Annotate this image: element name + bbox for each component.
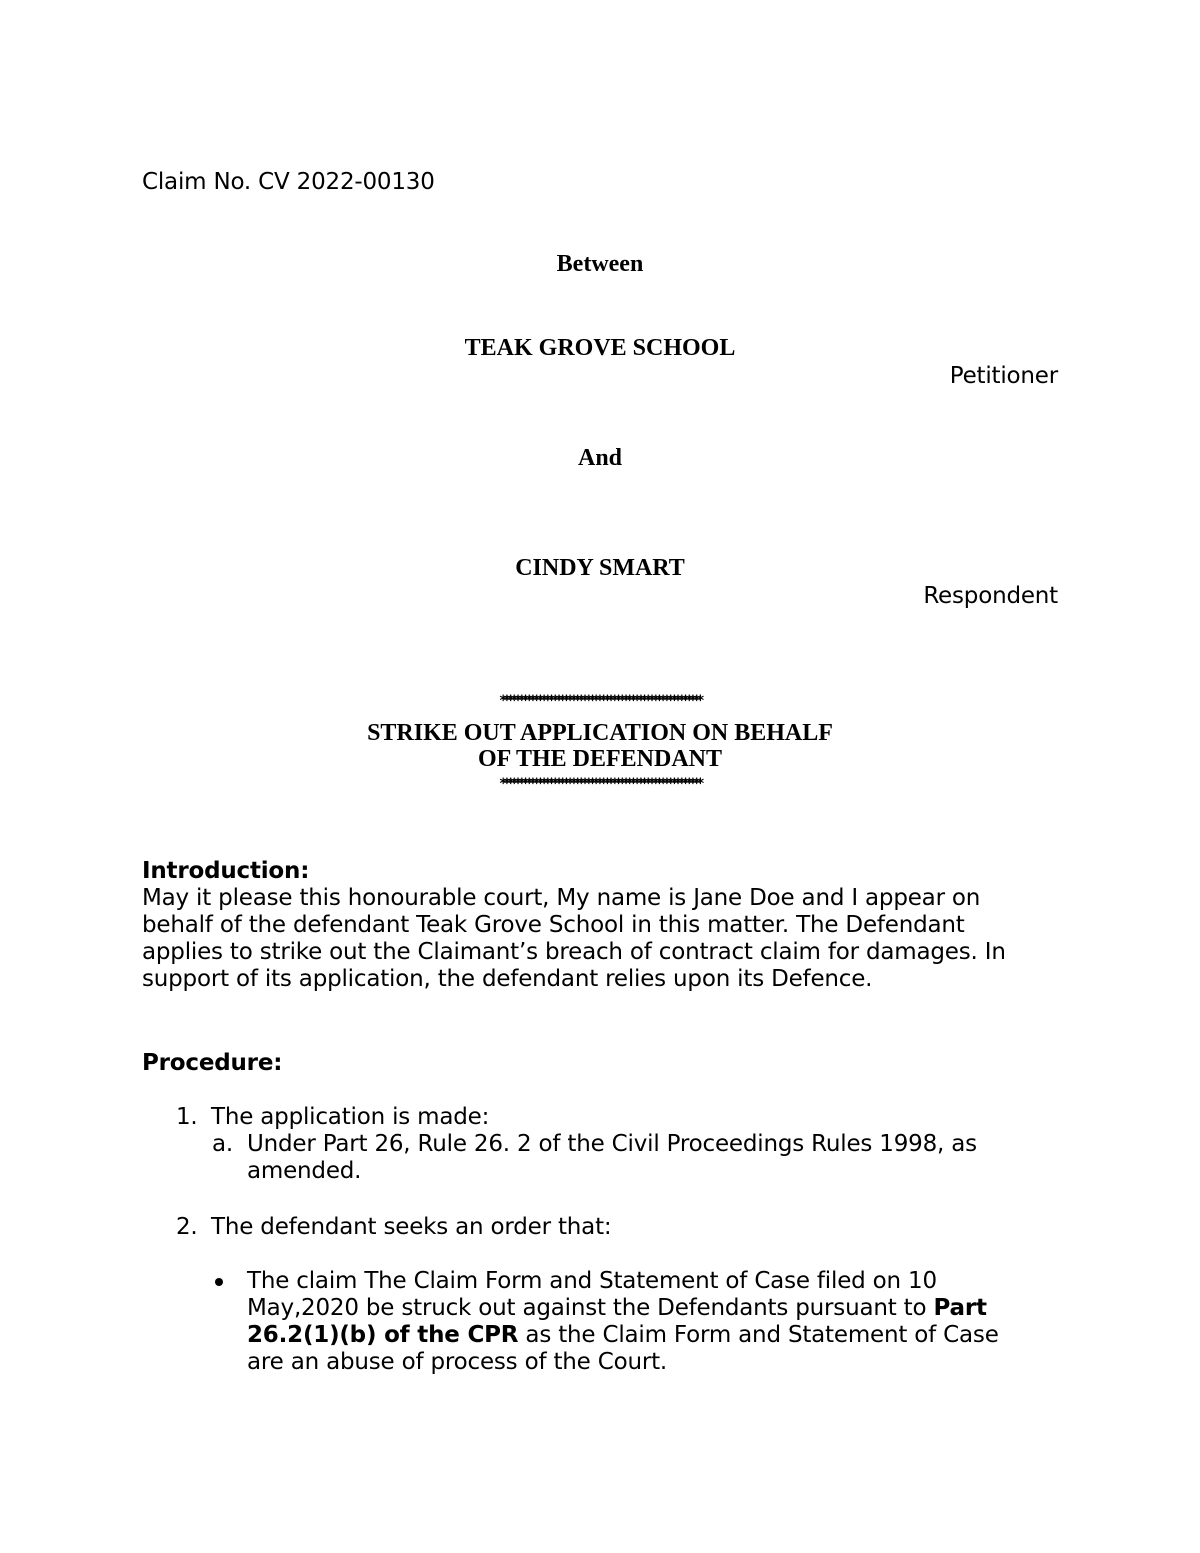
bullet-line-2-text: May,2020 be struck out against the Defendants pursuant to [247, 1295, 934, 1321]
list-item-1: The application is made: [211, 1104, 490, 1130]
divider-bottom: ****************************************************** [499, 777, 701, 791]
list-item-2: The defendant seeks an order that: [211, 1214, 612, 1240]
list-number-1: 1. [176, 1104, 198, 1130]
bullet-line-1: The claim The Claim Form and Statement of Case filed on 10 [247, 1268, 937, 1294]
list-number-2: 2. [176, 1214, 198, 1240]
and-label: And [577, 445, 623, 471]
bullet-line-3-bold: 26.2(1)(b) of the CPR [247, 1322, 519, 1348]
sub-item-a-line-1: Under Part 26, Rule 26. 2 of the Civil Proceedings Rules 1998, as [247, 1131, 977, 1157]
bullet-line-2-bold: Part [933, 1295, 987, 1321]
procedure-heading: Procedure: [142, 1050, 283, 1076]
sub-item-a-line-2: amended. [247, 1158, 362, 1184]
bullet-line-4: are an abuse of process of the Court. [247, 1349, 668, 1375]
title-line-2: OF THE DEFENDANT [477, 746, 723, 772]
respondent-role: Respondent [923, 583, 1058, 609]
introduction-line-1: May it please this honourable court, My name is Jane Doe and I appear on [142, 885, 981, 911]
sub-item-letter-a: a. [212, 1131, 234, 1157]
bullet-line-3-text: as the Claim Form and Statement of Case [518, 1322, 999, 1348]
petitioner-role: Petitioner [949, 363, 1058, 389]
claim-number: Claim No. CV 2022-00130 [142, 169, 435, 195]
bullet-line-2 [247, 1295, 987, 1322]
bullet-icon [215, 1278, 223, 1286]
introduction-line-4: support of its application, the defendant relies upon its Defence. [142, 966, 873, 992]
respondent-name: CINDY SMART [515, 555, 685, 581]
petitioner-name: TEAK GROVE SCHOOL [464, 335, 736, 361]
divider-top: ****************************************************** [499, 694, 701, 708]
between-label: Between [556, 251, 644, 277]
introduction-line-3: applies to strike out the Claimant’s breach of contract claim for damages. In [142, 939, 1006, 965]
bullet-line-3 [247, 1322, 999, 1349]
introduction-heading: Introduction: [142, 858, 310, 884]
title-line-1: STRIKE OUT APPLICATION ON BEHALF [367, 720, 833, 746]
introduction-line-2: behalf of the defendant Teak Grove School in this matter. The Defendant [142, 912, 965, 938]
